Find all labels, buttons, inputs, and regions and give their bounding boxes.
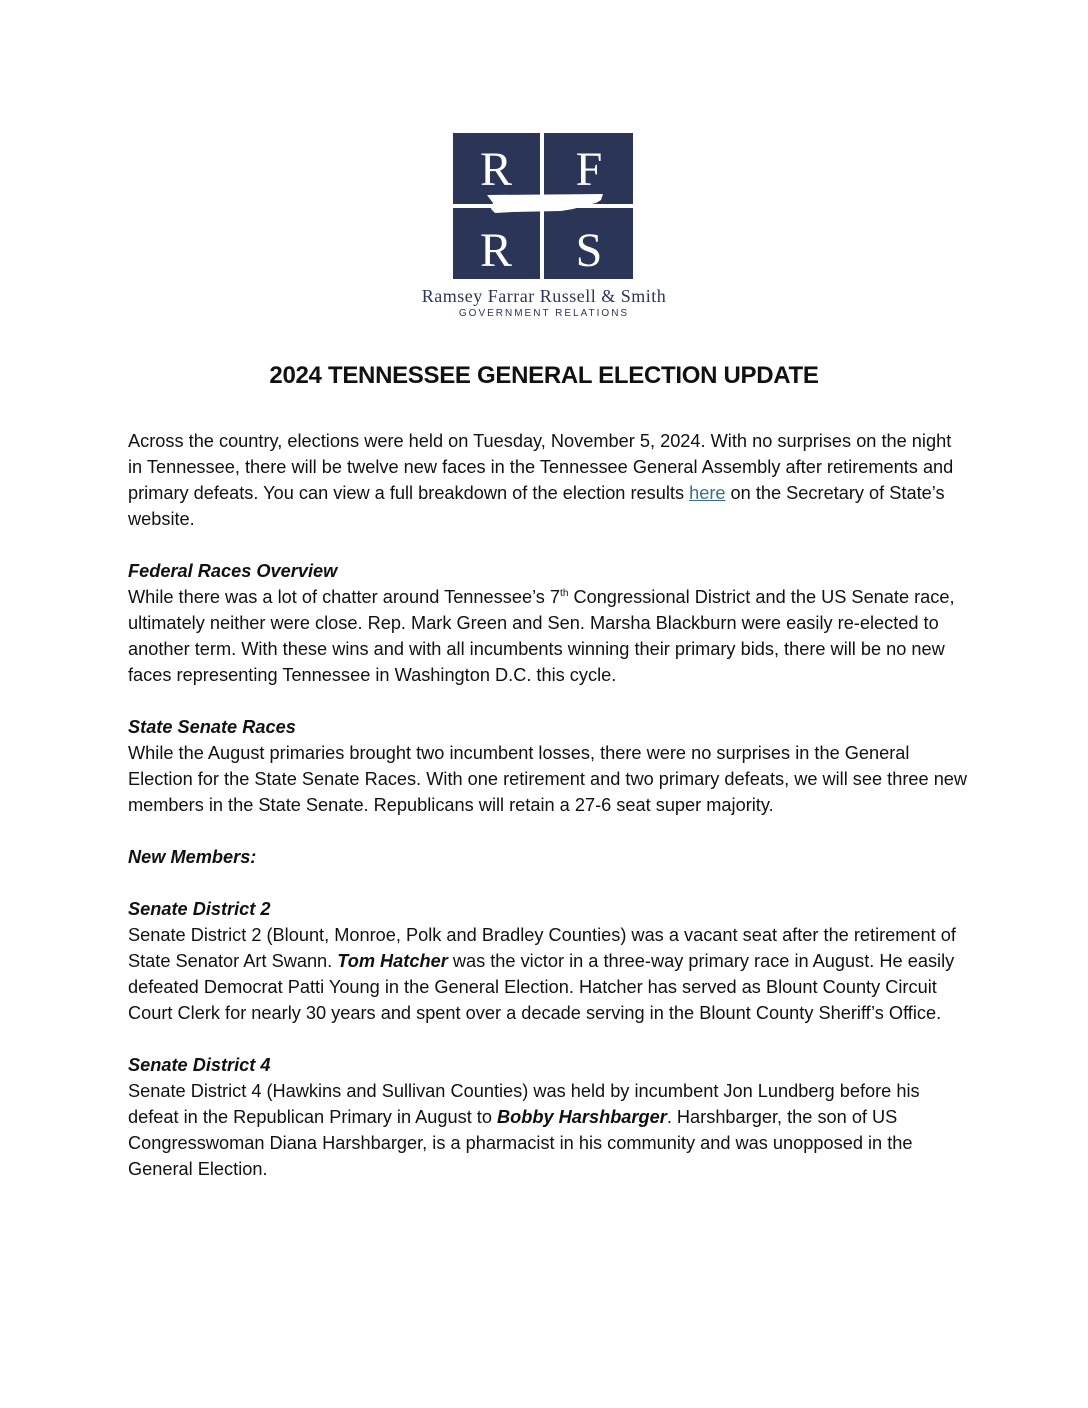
firm-subtitle: GOVERNMENT RELATIONS	[458, 308, 630, 319]
district-2-section: Senate District 2 Senate District 2 (Blount, Monroe, Polk and Bradley Counties) was a vacant seat after the retirement of State Senator Art Swann. Tom Hatcher was the victor in a three-way primary race in August. He easily defeated Democrat Patti Young in the General Election. Hatcher has served as Blount County Circuit Court Clerk for nearly 30 years and spent over a decade serving in the Blount County Sheriff’s Office.	[128, 896, 968, 1026]
document-body	[128, 428, 968, 1182]
candidate-name: Bobby Harshbarger	[497, 1107, 667, 1127]
intro-paragraph: Across the country, elections were held on Tuesday, November 5, 2024. With no surprises on the night in Tennessee, there will be twelve new faces in the Tennessee General Assembly after retirements and primary defeats. You can view a full breakdown of the election results here on the Secretary of State’s website.	[128, 431, 954, 529]
new-members-section	[128, 844, 968, 870]
page-title: 2024 TENNESSEE GENERAL ELECTION UPDATE	[269, 362, 819, 389]
new-members-heading: New Members:	[128, 847, 257, 867]
state-senate-section: State Senate Races While the August primaries brought two incumbent losses, there were no surprises in the General Election for the State Senate Races. With one retirement and two primary defeats, we will see three new members in the State Senate. Republicans will retain a 27-6 seat super majority.	[128, 714, 968, 818]
election-results-link[interactable]: here	[689, 483, 726, 503]
district-4-heading: Senate District 4	[128, 1055, 271, 1075]
district-2-heading: Senate District 2	[128, 899, 271, 919]
federal-section: Federal Races Overview While there was a lot of chatter around Tennessee’s 7th Congressional District and the US Senate race, ultimately neither were close. Rep. Mark Green and Sen. Marsha Blackburn were easily re-elected to another term. With these wins and with all incumbents winning their primary bids, there will be no new faces representing Tennessee in Washington D.C. this cycle.	[128, 558, 968, 688]
state-senate-heading: State Senate Races	[128, 717, 296, 737]
federal-heading: Federal Races Overview	[128, 561, 338, 581]
logo-letter-s: S	[575, 224, 603, 277]
firm-logo	[453, 133, 633, 279]
candidate-name: Tom Hatcher	[337, 951, 448, 971]
logo-letter-r-top: R	[479, 143, 513, 196]
logo-letter-r-bottom: R	[479, 224, 513, 277]
firm-name: Ramsey Farrar Russell & Smith	[421, 286, 667, 306]
district-4-section: Senate District 4 Senate District 4 (Hawkins and Sullivan Counties) was held by incumbent Jon Lundberg before his defeat in the Republican Primary in August to Bobby Harshbarger. Harshbarger, the son of US Congresswoman Diana Harshbarger, is a pharmacist in his community and was unopposed in the General Election.	[128, 1052, 968, 1182]
logo-letter-f: F	[575, 143, 603, 196]
